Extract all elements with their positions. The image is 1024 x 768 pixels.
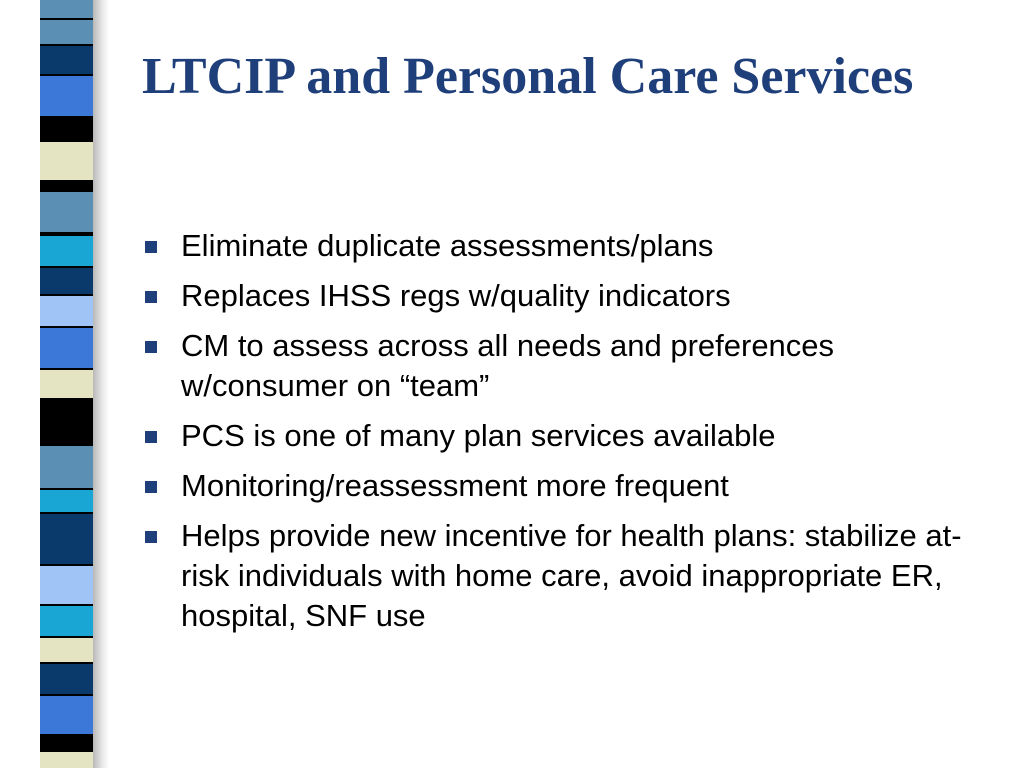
- stripe-segment: [40, 446, 93, 488]
- stripe-segment: [40, 328, 93, 368]
- stripe-segment: [40, 514, 93, 564]
- square-bullet-icon: [145, 431, 157, 443]
- bullet-text: Eliminate duplicate assessments/plans: [181, 228, 714, 263]
- bullet-item: [140, 226, 1000, 266]
- stripe-segment: [40, 46, 93, 74]
- bullet-text: Helps provide new incentive for health plans: stabilize at-risk individuals with home care, avoid inappropriate ER, hospital, SNF use: [181, 518, 962, 633]
- stripe-segment: [40, 696, 93, 734]
- square-bullet-icon: [145, 341, 157, 353]
- stripe-segment: [40, 236, 93, 266]
- stripe-segment: [40, 606, 93, 636]
- bullet-item: [140, 326, 1000, 406]
- square-bullet-icon: [145, 241, 157, 253]
- bullet-text: PCS is one of many plan services available: [181, 418, 776, 453]
- stripe-segment: [40, 752, 93, 768]
- decorative-stripe-bar: [40, 0, 93, 768]
- stripe-segment: [40, 0, 93, 18]
- bullet-text: Replaces IHSS regs w/quality indicators: [181, 278, 731, 313]
- square-bullet-icon: [145, 531, 157, 543]
- square-bullet-icon: [145, 481, 157, 493]
- stripe-segment: [40, 192, 93, 232]
- square-bullet-icon: [145, 291, 157, 303]
- bullet-text: CM to assess across all needs and preferences w/consumer on “team”: [181, 328, 835, 403]
- stripe-segment: [40, 638, 93, 662]
- stripe-segment: [40, 296, 93, 326]
- stripe-segment: [40, 664, 93, 694]
- bullet-item: [140, 276, 1000, 316]
- stripe-segment: [40, 20, 93, 44]
- stripe-shadow: [93, 0, 109, 768]
- stripe-segment: [40, 566, 93, 604]
- stripe-segment: [40, 268, 93, 294]
- bullet-item: [140, 516, 1000, 636]
- stripe-segment: [40, 370, 93, 398]
- bullet-text: Monitoring/reassessment more frequent: [181, 468, 729, 503]
- stripe-segment: [40, 76, 93, 116]
- stripe-segment: [40, 490, 93, 512]
- bullet-list: [140, 226, 1000, 646]
- bullet-item: [140, 466, 1000, 506]
- stripe-segment: [40, 142, 93, 180]
- slide-title: LTCIP and Personal Care Services: [142, 48, 914, 105]
- bullet-item: [140, 416, 1000, 456]
